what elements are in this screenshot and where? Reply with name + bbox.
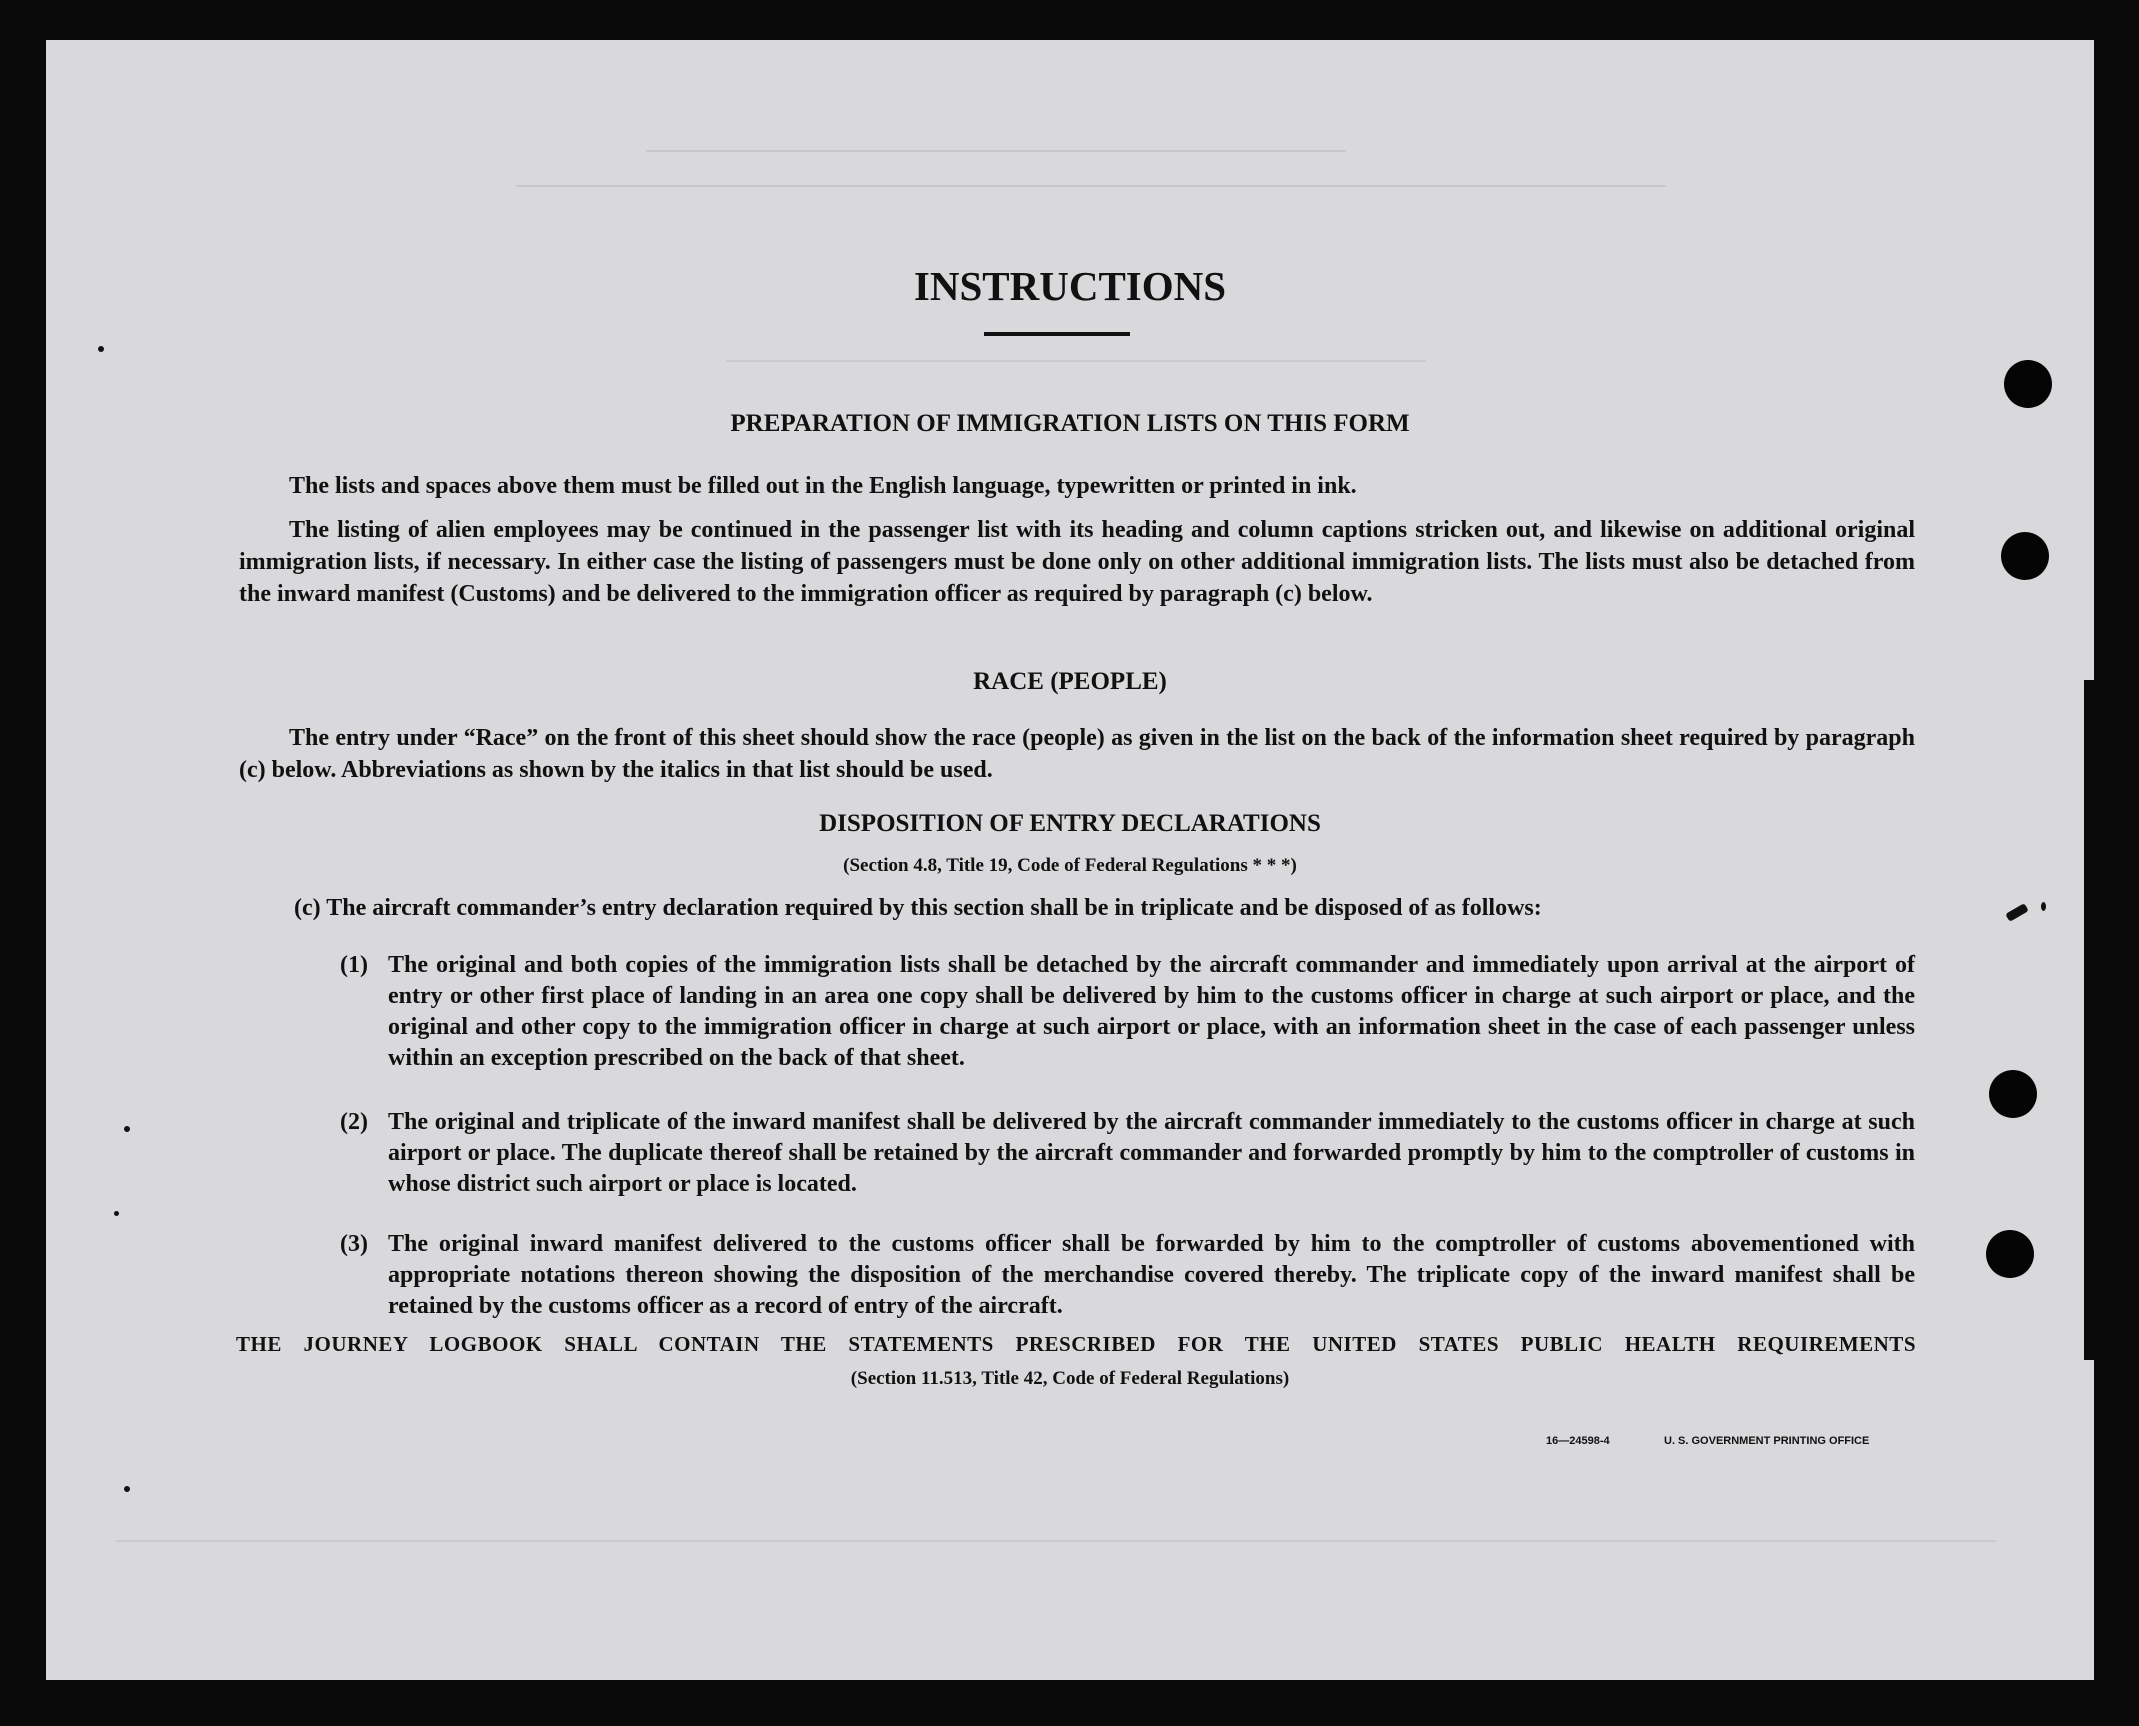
document-page [46,40,2094,1680]
speck [2005,903,2029,922]
bleed-through-mark [646,110,1346,152]
speck [124,1486,130,1492]
punch-hole [1989,1070,2037,1118]
list-item [340,1107,1915,1200]
title-underline [984,332,1130,336]
section-heading-race: RACE (PEOPLE) [973,668,1167,695]
page-title: INSTRUCTIONS [913,263,1227,309]
disposition-citation: (Section 4.8, Title 19, Code of Federal Regulations * * *) [843,855,1297,876]
punch-hole [2004,360,2052,408]
bleed-through-mark [516,145,1666,187]
paragraph-race: The entry under “Race” on the front of this sheet should show the race (people) as given in the list on the back of the information sheet required by paragraph (c) below. Abbreviations as shown by the italics in that list should be used. [239,725,1915,783]
list-item-label: (3) [340,1231,368,1257]
speck [98,346,104,352]
speck [114,1211,119,1216]
list-item-text: The original inward manifest delivered to the customs officer shall be forwarded by him to the comptroller of customs abovementioned with appropriate notations thereon showing the disposition of the merchandise covered thereby. The triplicate copy of the inward manifest shall be retained by the customs officer as a record of entry of the aircraft. [388,1231,1915,1319]
section-heading-disposition: DISPOSITION OF ENTRY DECLARATIONS [819,810,1321,837]
page-edge-tear [2084,680,2094,1360]
list-item-label: (1) [340,952,368,978]
speck [2041,902,2046,911]
section-heading-preparation: PREPARATION OF IMMIGRATION LISTS ON THIS FORM [730,410,1410,437]
punch-hole [1986,1230,2034,1278]
list-item [340,950,1915,1074]
printing-office: U. S. GOVERNMENT PRINTING OFFICE [1664,1435,1870,1447]
public-health-statement: THE JOURNEY LOGBOOK SHALL CONTAIN THE STATEMENTS PRESCRIBED FOR THE UNITED STATES PUBLIC HEALTH REQUIREMENTS [236,1332,1916,1356]
punch-hole [2001,532,2049,580]
list-item-text: The original and triplicate of the inward manifest shall be delivered by the aircraft commander immediately to the customs officer in charge at such airport or place. The duplicate thereof shall be retained by the aircraft commander and forwarded promptly by him to the comptroller of customs in whose district such airport or place is located. [388,1109,1915,1197]
paragraph-english-language: The lists and spaces above them must be filled out in the English language, typewritten or printed in ink. [289,473,1357,499]
bleed-through-mark [116,1520,1996,1542]
list-item [340,1229,1915,1322]
paragraph-c-label: (c) [294,895,321,921]
paragraph-c-text: The aircraft commander’s entry declaration required by this section shall be in triplicate and be disposed of as follows: [326,895,1542,921]
list-item-text: The original and both copies of the immigration lists shall be detached by the aircraft commander and immediately upon arrival at the airport of entry or other first place of landing in an area one copy shall be delivered by him to the customs officer in charge at such airport or place, and the original and other copy to the immigration officer in charge at such airport or place, with an information sheet in the case of each passenger unless within an exception prescribed on the back of that sheet. [388,952,1915,1071]
speck [124,1126,130,1132]
paragraph-alien-employees: The listing of alien employees may be continued in the passenger list with its heading and column captions stricken out, and likewise on additional original immigration lists, if necessary. In either case the listing of passengers must be done only on other additional immigration lists. The lists must also be detached from the inward manifest (Customs) and be delivered to the immigration officer as required by paragraph (c) below. [239,517,1915,607]
list-item-label: (2) [340,1109,368,1135]
public-health-citation: (Section 11.513, Title 42, Code of Federal Regulations) [850,1368,1290,1389]
bleed-through-mark [726,340,1426,362]
paragraph-c [294,892,1915,924]
form-number: 16—24598-4 [1546,1435,1610,1447]
